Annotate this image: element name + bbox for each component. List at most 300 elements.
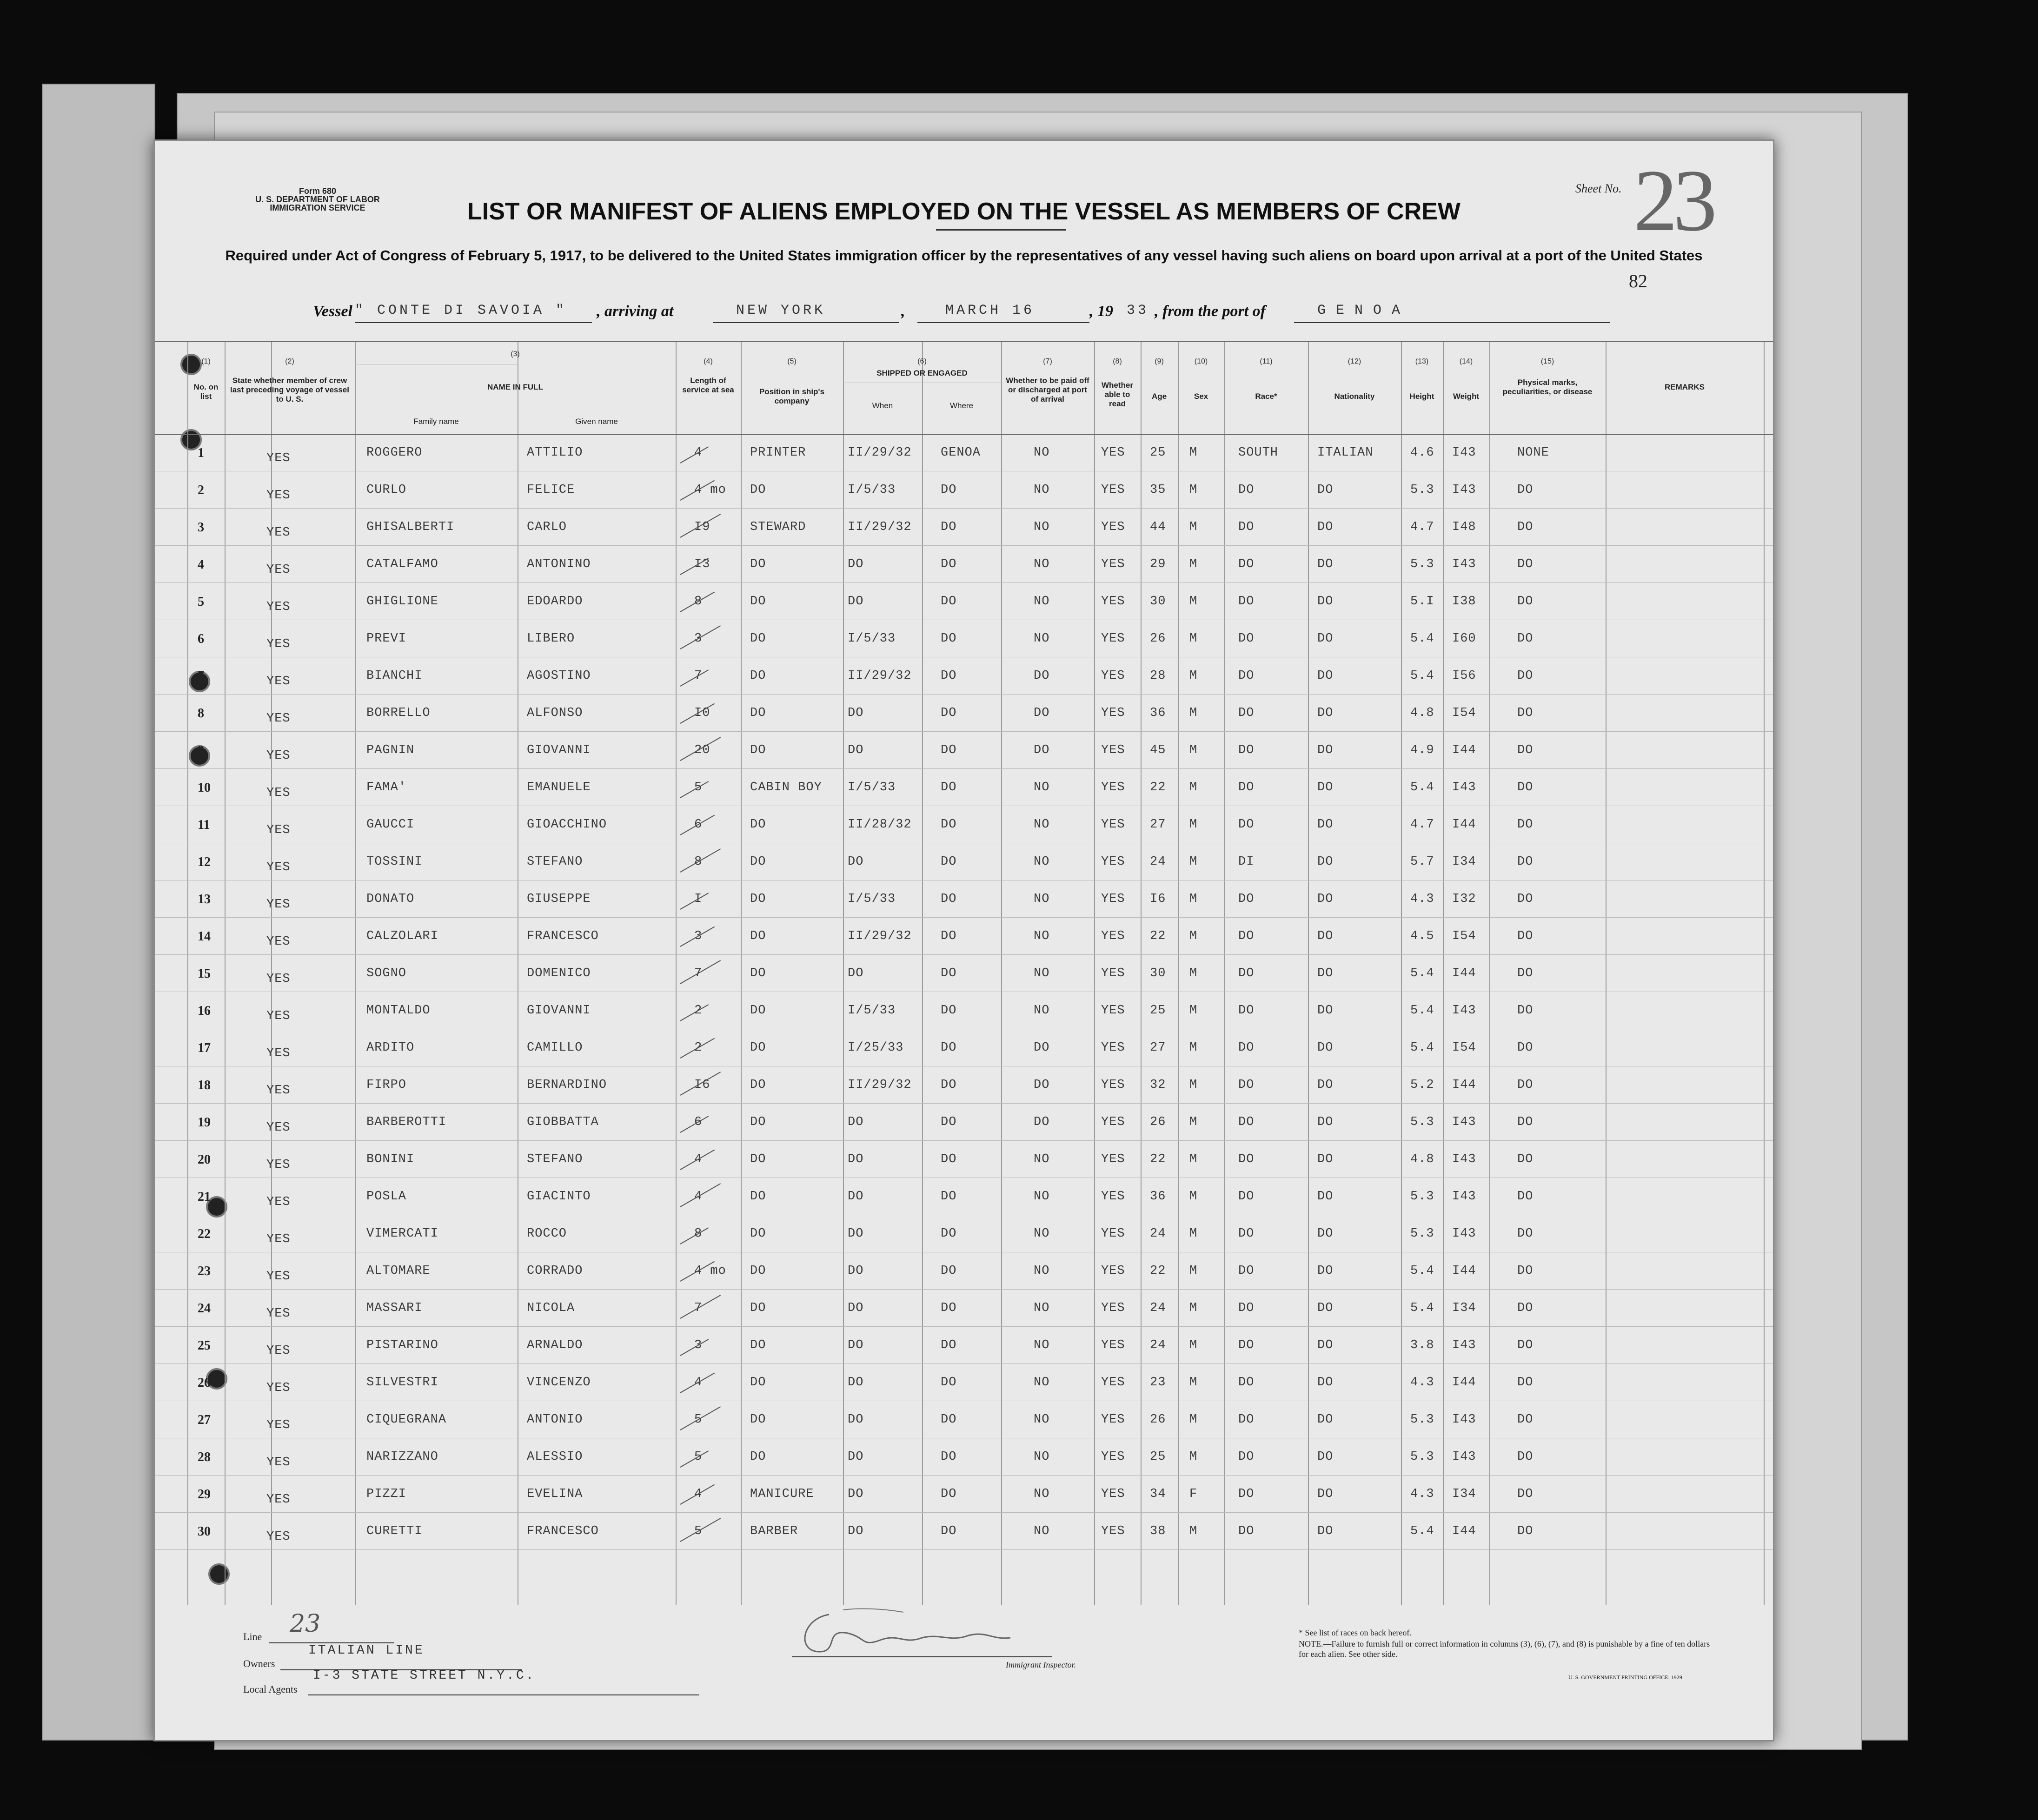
cell-engaged-when: DO (848, 1376, 864, 1390)
header-able-to-read: Whether able to read (1102, 381, 1133, 408)
cell-position: DO (750, 595, 766, 609)
cell-able-to-read: YES (1101, 483, 1125, 497)
header-length-of-service: Length of service at sea (682, 376, 734, 394)
crew-table (155, 341, 1773, 1605)
cell-weight: I56 (1452, 669, 1476, 683)
year-prefix: , 19 (1089, 303, 1113, 320)
row-rule (155, 1363, 1773, 1364)
table-row (155, 582, 1773, 620)
cell-race: DO (1238, 706, 1255, 720)
header-sex: Sex (1194, 392, 1208, 401)
cell-sex: M (1189, 855, 1198, 869)
cell-sex: M (1189, 632, 1198, 646)
table-row (155, 694, 1773, 731)
cell-row-number: 14 (198, 929, 211, 944)
cell-sex: M (1189, 1190, 1198, 1204)
cell-paid-off: NO (1034, 595, 1050, 609)
cell-engaged-where: DO (941, 1487, 957, 1501)
cell-able-to-read: YES (1101, 1115, 1125, 1129)
row-rule (155, 954, 1773, 955)
cell-engaged-when: DO (848, 1487, 864, 1501)
cell-race: DO (1238, 743, 1255, 757)
tally-mark (680, 1072, 721, 1096)
cell-physical-marks: DO (1517, 1190, 1533, 1204)
cell-length-of-service: I3 (694, 557, 710, 571)
cell-paid-off: DO (1034, 743, 1050, 757)
cell-able-to-read: YES (1101, 1190, 1125, 1204)
cell-race: DO (1238, 557, 1255, 571)
table-row (155, 508, 1773, 545)
owners-value: ITALIAN LINE (308, 1643, 425, 1658)
from-label: , from the port of (1155, 303, 1266, 320)
cell-length-of-service: 4 (694, 1190, 703, 1204)
cell-position: DO (750, 818, 766, 832)
cell-row-number: 15 (198, 966, 211, 981)
cell-row-number: 5 (198, 595, 204, 609)
cell-able-to-read: YES (1101, 1487, 1125, 1501)
cell-nationality: ITALIAN (1317, 446, 1374, 460)
cell-race: DO (1238, 520, 1255, 534)
cell-physical-marks: DO (1517, 1487, 1533, 1501)
cell-family-name: CIQUEGRANA (366, 1413, 447, 1427)
cell-engaged-when: DO (848, 595, 864, 609)
header-name-in-full: NAME IN FULL (487, 383, 543, 391)
cell-age: 22 (1150, 929, 1166, 943)
cell-nationality: DO (1317, 632, 1334, 646)
cell-row-number: 28 (198, 1450, 211, 1464)
cell-family-name: CALZOLARI (366, 929, 438, 943)
header-race: Race* (1255, 392, 1277, 401)
col-num: (6) (917, 357, 927, 365)
cell-age: 28 (1150, 669, 1166, 683)
cell-height: 5.4 (1410, 1301, 1434, 1315)
cell-height: 5.4 (1410, 781, 1434, 794)
cell-able-to-read: YES (1101, 669, 1125, 683)
cell-engaged-when: DO (848, 1227, 864, 1241)
cell-nationality: DO (1317, 706, 1334, 720)
cell-given-name: STEFANO (527, 855, 583, 869)
header-where: Where (949, 401, 974, 410)
department: U. S. DEPARTMENT OF LABOR (255, 195, 380, 204)
service: IMMIGRATION SERVICE (270, 203, 365, 212)
cell-sex: M (1189, 669, 1198, 683)
cell-height: 4.8 (1410, 706, 1434, 720)
cell-height: 5.4 (1410, 966, 1434, 980)
cell-length-of-service: 2 (694, 1041, 703, 1055)
cell-row-number: 10 (198, 781, 211, 795)
cell-sex: M (1189, 1041, 1198, 1055)
cell-age: 32 (1150, 1078, 1166, 1092)
cell-weight: I43 (1452, 446, 1476, 460)
table-row (155, 657, 1773, 694)
tally-mark (680, 1183, 721, 1207)
cell-engaged-when: DO (848, 706, 864, 720)
cell-engaged-where: DO (941, 781, 957, 794)
cell-race: DO (1238, 1227, 1255, 1241)
cell-engaged-where: DO (941, 557, 957, 571)
cell-family-name: SOGNO (366, 966, 407, 980)
cell-previous-voyage: YES (266, 1009, 291, 1023)
cell-engaged-where: DO (941, 669, 957, 683)
cell-position: DO (750, 1190, 766, 1204)
cell-position: CABIN BOY (750, 781, 822, 794)
cell-physical-marks: DO (1517, 1338, 1533, 1352)
cell-row-number: 11 (198, 818, 210, 832)
cell-age: 36 (1150, 706, 1166, 720)
cell-position: DO (750, 1376, 766, 1390)
cell-able-to-read: YES (1101, 1376, 1125, 1390)
cell-weight: I43 (1452, 781, 1476, 794)
cell-able-to-read: YES (1101, 855, 1125, 869)
cell-given-name: CARLO (527, 520, 567, 534)
cell-length-of-service: I9 (694, 520, 710, 534)
cell-length-of-service: 3 (694, 1338, 703, 1352)
cell-family-name: MONTALDO (366, 1004, 431, 1018)
cell-given-name: BERNARDINO (527, 1078, 607, 1092)
table-row (155, 1326, 1773, 1363)
cell-nationality: DO (1317, 855, 1334, 869)
cell-row-number: 17 (198, 1041, 211, 1055)
tally-mark (680, 1295, 721, 1319)
cell-weight: I54 (1452, 929, 1476, 943)
cell-length-of-service: I (694, 892, 703, 906)
cell-row-number: 6 (198, 632, 204, 646)
cell-length-of-service: 5 (694, 781, 703, 794)
cell-physical-marks: DO (1517, 855, 1533, 869)
cell-weight: I60 (1452, 632, 1476, 646)
header-top-rule (155, 341, 1773, 342)
cell-weight: I32 (1452, 892, 1476, 906)
table-row (155, 434, 1773, 471)
row-rule (155, 1475, 1773, 1476)
cell-able-to-read: YES (1101, 595, 1125, 609)
cell-race: DO (1238, 1450, 1255, 1464)
cell-engaged-when: I/5/33 (848, 781, 896, 794)
cell-physical-marks: DO (1517, 520, 1533, 534)
cell-length-of-service: 5 (694, 1413, 703, 1427)
cell-previous-voyage: YES (266, 526, 291, 540)
cell-weight: I44 (1452, 743, 1476, 757)
cell-sex: M (1189, 1227, 1198, 1241)
cell-length-of-service: 2 (694, 1004, 703, 1018)
cell-height: 5.3 (1410, 483, 1434, 497)
cell-engaged-when: I/25/33 (848, 1041, 904, 1055)
cell-race: DO (1238, 1190, 1255, 1204)
cell-sex: M (1189, 1338, 1198, 1352)
cell-paid-off: DO (1034, 706, 1050, 720)
table-row (155, 1438, 1773, 1475)
cell-weight: I54 (1452, 1041, 1476, 1055)
row-rule (155, 1326, 1773, 1327)
cell-engaged-where: DO (941, 1524, 957, 1538)
sheet-number-label: Sheet No. (1575, 182, 1622, 195)
cell-physical-marks: DO (1517, 1078, 1533, 1092)
cell-sex: M (1189, 1376, 1198, 1390)
cell-paid-off: NO (1034, 1524, 1050, 1538)
cell-paid-off: NO (1034, 1190, 1050, 1204)
cell-age: 26 (1150, 632, 1166, 646)
cell-previous-voyage: YES (266, 1046, 291, 1060)
cell-position: DO (750, 483, 766, 497)
cell-paid-off: DO (1034, 669, 1050, 683)
cell-age: 25 (1150, 1450, 1166, 1464)
cell-age: 30 (1150, 966, 1166, 980)
cell-height: 5.4 (1410, 1524, 1434, 1538)
cell-row-number: 3 (198, 520, 204, 535)
cell-engaged-where: DO (941, 1152, 957, 1166)
cell-nationality: DO (1317, 1115, 1334, 1129)
form-number: Form 680 (299, 186, 337, 196)
cell-length-of-service: I6 (694, 1078, 710, 1092)
table-row (155, 1103, 1773, 1140)
cell-engaged-where: DO (941, 706, 957, 720)
table-row (155, 1029, 1773, 1066)
cell-position: DO (750, 892, 766, 906)
cell-position: STEWARD (750, 520, 806, 534)
cell-paid-off: NO (1034, 781, 1050, 794)
cell-physical-marks: DO (1517, 595, 1533, 609)
owners-label: Owners (243, 1658, 275, 1669)
cell-position: DO (750, 1338, 766, 1352)
manifest-sheet (153, 139, 1774, 1741)
cell-row-number: 21 (198, 1190, 211, 1204)
cell-sex: M (1189, 557, 1198, 571)
cell-physical-marks: DO (1517, 966, 1533, 980)
cell-nationality: DO (1317, 1152, 1334, 1166)
cell-able-to-read: YES (1101, 966, 1125, 980)
table-row (155, 620, 1773, 657)
header-height: Height (1409, 392, 1434, 401)
row-rule (155, 731, 1773, 732)
header-remarks: REMARKS (1665, 383, 1705, 391)
cell-physical-marks: DO (1517, 1450, 1533, 1464)
cell-given-name: VINCENZO (527, 1376, 591, 1390)
cell-nationality: DO (1317, 818, 1334, 832)
cell-engaged-when: II/29/32 (848, 669, 912, 683)
cell-physical-marks: DO (1517, 632, 1533, 646)
cell-weight: I44 (1452, 1078, 1476, 1092)
cell-weight: I43 (1452, 483, 1476, 497)
cell-length-of-service: 6 (694, 818, 703, 832)
cell-height: 5.7 (1410, 855, 1434, 869)
cell-engaged-where: DO (941, 929, 957, 943)
cell-position: DO (750, 1152, 766, 1166)
cell-paid-off: NO (1034, 1227, 1050, 1241)
cell-family-name: CURLO (366, 483, 407, 497)
cell-engaged-where: DO (941, 743, 957, 757)
cell-position: DO (750, 1450, 766, 1464)
cell-given-name: LIBERO (527, 632, 575, 646)
row-rule (155, 1549, 1773, 1550)
cell-previous-voyage: YES (266, 600, 291, 614)
cell-given-name: FELICE (527, 483, 575, 497)
col-num: (12) (1348, 357, 1361, 365)
cell-engaged-when: II/29/32 (848, 1078, 912, 1092)
cell-given-name: AGOSTINO (527, 669, 591, 683)
line-label: Line (243, 1631, 262, 1642)
cell-nationality: DO (1317, 483, 1334, 497)
col-num: (11) (1260, 357, 1273, 365)
cell-weight: I44 (1452, 1264, 1476, 1278)
table-row (155, 545, 1773, 582)
cell-previous-voyage: YES (266, 489, 291, 503)
cell-given-name: GIOACCHINO (527, 818, 607, 832)
cell-engaged-when: DO (848, 1524, 864, 1538)
cell-race: DI (1238, 855, 1255, 869)
cell-sex: M (1189, 1078, 1198, 1092)
cell-family-name: ROGGERO (366, 446, 423, 460)
cell-previous-voyage: YES (266, 1381, 291, 1395)
cell-engaged-when: DO (848, 1115, 864, 1129)
cell-race: DO (1238, 1301, 1255, 1315)
cell-paid-off: NO (1034, 1301, 1050, 1315)
cell-height: 5.3 (1410, 1227, 1434, 1241)
cell-race: DO (1238, 1524, 1255, 1538)
cell-able-to-read: YES (1101, 818, 1125, 832)
cell-nationality: DO (1317, 1413, 1334, 1427)
cell-position: DO (750, 929, 766, 943)
departure-port: GENOA (1317, 303, 1411, 318)
vessel-line (155, 303, 1773, 326)
cell-position: DO (750, 1115, 766, 1129)
cell-row-number: 13 (198, 892, 211, 907)
cell-nationality: DO (1317, 781, 1334, 794)
cell-physical-marks: DO (1517, 929, 1533, 943)
inspector-label: Immigrant Inspector. (1006, 1660, 1076, 1669)
cell-previous-voyage: YES (266, 749, 291, 763)
cell-able-to-read: YES (1101, 1524, 1125, 1538)
cell-sex: M (1189, 1115, 1198, 1129)
cell-family-name: PISTARINO (366, 1338, 438, 1352)
cell-sex: M (1189, 818, 1198, 832)
header-given-name: Given name (575, 417, 618, 426)
cell-given-name: GIOVANNI (527, 743, 591, 757)
cell-family-name: PAGNIN (366, 743, 415, 757)
cell-given-name: ANTONIO (527, 1413, 583, 1427)
cell-length-of-service: 4 mo (694, 483, 726, 497)
row-rule (155, 1140, 1773, 1141)
cell-row-number: 9 (198, 743, 204, 758)
cell-race: DO (1238, 1376, 1255, 1390)
table-row (155, 917, 1773, 954)
header-position: Position in ship's company (759, 387, 825, 405)
cell-previous-voyage: YES (266, 451, 291, 465)
cell-engaged-where: DO (941, 1338, 957, 1352)
cell-age: 29 (1150, 557, 1166, 571)
cell-height: 5.4 (1410, 1041, 1434, 1055)
header-when: When (872, 401, 893, 410)
cell-age: 22 (1150, 781, 1166, 794)
cell-age: 27 (1150, 1041, 1166, 1055)
cell-sex: M (1189, 781, 1198, 794)
header-no-on-list: No. on list (193, 383, 219, 401)
cell-row-number: 20 (198, 1152, 211, 1167)
vessel-name: " CONTE DI SAVOIA " (355, 303, 567, 318)
cell-race: DO (1238, 1487, 1255, 1501)
cell-nationality: DO (1317, 1264, 1334, 1278)
cell-position: DO (750, 706, 766, 720)
tally-mark (680, 848, 721, 873)
col-num: (4) (704, 357, 713, 365)
tally-mark (680, 1518, 721, 1542)
cell-able-to-read: YES (1101, 1450, 1125, 1464)
cell-physical-marks: DO (1517, 1004, 1533, 1018)
cell-age: 27 (1150, 818, 1166, 832)
cell-nationality: DO (1317, 1524, 1334, 1538)
cell-sex: M (1189, 483, 1198, 497)
header-paid-off: Whether to be paid off or discharged at port of arrival (1006, 376, 1089, 404)
cell-physical-marks: DO (1517, 1227, 1533, 1241)
cell-family-name: GHISALBERTI (366, 520, 455, 534)
cell-position: DO (750, 1078, 766, 1092)
cell-physical-marks: DO (1517, 1264, 1533, 1278)
cell-sex: M (1189, 743, 1198, 757)
cell-nationality: DO (1317, 1338, 1334, 1352)
cell-engaged-when: II/29/32 (848, 520, 912, 534)
cell-row-number: 8 (198, 706, 204, 721)
cell-weight: I43 (1452, 1450, 1476, 1464)
cell-given-name: ALESSIO (527, 1450, 583, 1464)
col-num: (2) (285, 357, 294, 365)
cell-paid-off: NO (1034, 632, 1050, 646)
cell-given-name: GIUSEPPE (527, 892, 591, 906)
cell-age: 35 (1150, 483, 1166, 497)
cell-sex: M (1189, 446, 1198, 460)
table-row (155, 992, 1773, 1029)
cell-engaged-where: DO (941, 520, 957, 534)
cell-engaged-where: GENOA (941, 446, 981, 460)
cell-engaged-when: DO (848, 743, 864, 757)
cell-family-name: BIANCHI (366, 669, 423, 683)
cell-able-to-read: YES (1101, 1004, 1125, 1018)
cell-sex: M (1189, 520, 1198, 534)
cell-engaged-when: DO (848, 1152, 864, 1166)
cell-age: 24 (1150, 1227, 1166, 1241)
cell-able-to-read: YES (1101, 632, 1125, 646)
cell-physical-marks: DO (1517, 1524, 1533, 1538)
cell-weight: I43 (1452, 1115, 1476, 1129)
cell-age: 23 (1150, 1376, 1166, 1390)
cell-engaged-when: I/5/33 (848, 1004, 896, 1018)
cell-paid-off: NO (1034, 483, 1050, 497)
cell-race: DO (1238, 595, 1255, 609)
row-rule (155, 582, 1773, 583)
cell-sex: M (1189, 1264, 1198, 1278)
cell-length-of-service: 4 (694, 1376, 703, 1390)
cell-physical-marks: DO (1517, 1115, 1533, 1129)
cell-race: DO (1238, 1338, 1255, 1352)
cell-height: 3.8 (1410, 1338, 1434, 1352)
cell-length-of-service: I0 (694, 706, 710, 720)
cell-length-of-service: 4 (694, 446, 703, 460)
cell-nationality: DO (1317, 1078, 1334, 1092)
cell-race: DO (1238, 1413, 1255, 1427)
page-number: 82 (1629, 271, 1647, 291)
cell-given-name: ANTONINO (527, 557, 591, 571)
title-underline (936, 229, 1066, 231)
cell-race: DO (1238, 1004, 1255, 1018)
cell-given-name: DOMENICO (527, 966, 591, 980)
cell-row-number: 12 (198, 855, 211, 869)
cell-physical-marks: DO (1517, 557, 1533, 571)
cell-physical-marks: DO (1517, 483, 1533, 497)
cell-given-name: GIOBBATTA (527, 1115, 599, 1129)
cell-position: DO (750, 1227, 766, 1241)
cell-engaged-where: DO (941, 892, 957, 906)
cell-position: DO (750, 669, 766, 683)
cell-previous-voyage: YES (266, 1456, 291, 1469)
table-row (155, 768, 1773, 806)
